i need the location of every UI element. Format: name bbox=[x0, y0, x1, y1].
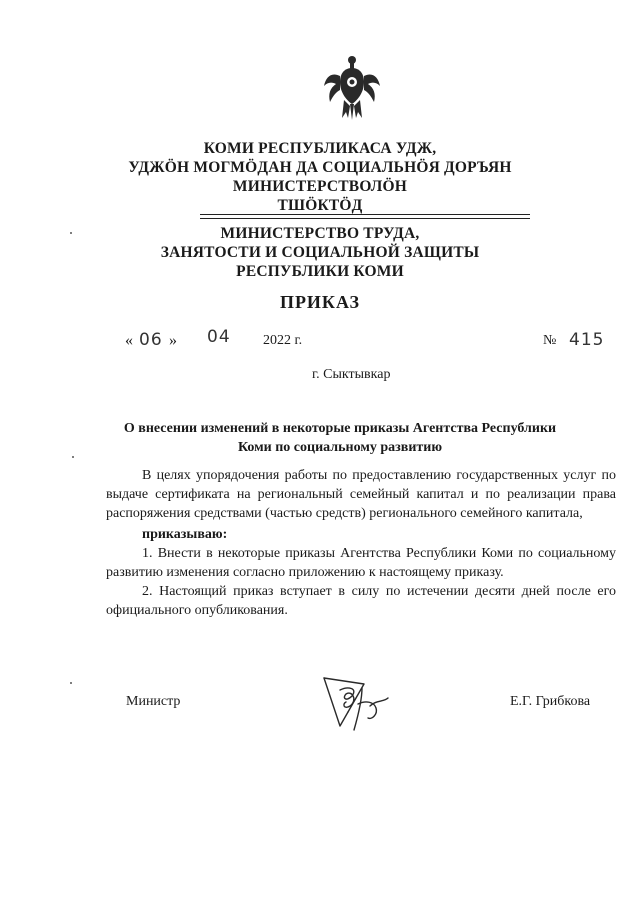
header-divider bbox=[200, 218, 530, 219]
order-item: 2. Настоящий приказ вступает в силу по истечении десяти дней после его официального опубликования. bbox=[106, 584, 616, 618]
subject-line: Коми по социальному развитию bbox=[237, 440, 443, 455]
subject-line: О внесении изменений в некоторые приказы Агентства Республики bbox=[123, 421, 557, 436]
date-month: 04 bbox=[207, 327, 231, 347]
signature-position: Министр bbox=[126, 694, 181, 709]
signature-name: Е.Г. Грибкова bbox=[510, 694, 591, 709]
header-ru-line: РЕСПУБЛИКИ КОМИ bbox=[236, 263, 404, 280]
header-komi-line: КОМИ РЕСПУБЛИКАСА УДЖ, bbox=[203, 140, 437, 157]
order-subject bbox=[20, 419, 640, 457]
date-year: 2022 г. bbox=[263, 333, 303, 348]
header-komi-line: УДЖӦН МОГМӦДАН ДА СОЦИАЛЬНӦЯ ДОРЪЯН bbox=[128, 159, 512, 176]
header-komi-line: ТШӦКТӦД bbox=[277, 197, 363, 214]
handwritten-signature bbox=[318, 664, 408, 736]
order-item: 1. Внести в некоторые приказы Агентства Республики Коми по социальному развитию изменения согласно приложению к настоящему приказу. bbox=[106, 546, 616, 580]
date-line bbox=[125, 327, 625, 354]
header-ru-line: ЗАНЯТОСТИ И СОЦИАЛЬНОЙ ЗАЩИТЫ bbox=[160, 244, 480, 261]
order-number-label: № bbox=[543, 333, 557, 348]
date-close-quote: » bbox=[169, 332, 177, 349]
header-komi-line: МИНИСТЕРСТВОЛӦН bbox=[232, 178, 408, 195]
header-divider bbox=[200, 214, 530, 215]
city: г. Сыктывкар bbox=[312, 367, 391, 382]
coat-of-arms-emblem bbox=[322, 52, 382, 120]
date-open-quote: « bbox=[125, 332, 133, 349]
order-word: приказываю: bbox=[142, 527, 228, 542]
header-ru-line: МИНИСТЕРСТВО ТРУДА, bbox=[220, 225, 420, 242]
date-day: 06 bbox=[139, 330, 163, 350]
header-russian bbox=[0, 224, 640, 281]
document-title: ПРИКАЗ bbox=[279, 292, 361, 312]
order-number: 415 bbox=[569, 330, 605, 350]
header-komi bbox=[0, 139, 640, 215]
order-body bbox=[106, 466, 616, 620]
preamble-paragraph: В целях упорядочения работы по предоставлению государственных услуг по выдаче сертификата на региональный семейный капитал и по реализации права распоряжения средствами (частью средств) регионального семейного капитала, bbox=[106, 468, 616, 521]
